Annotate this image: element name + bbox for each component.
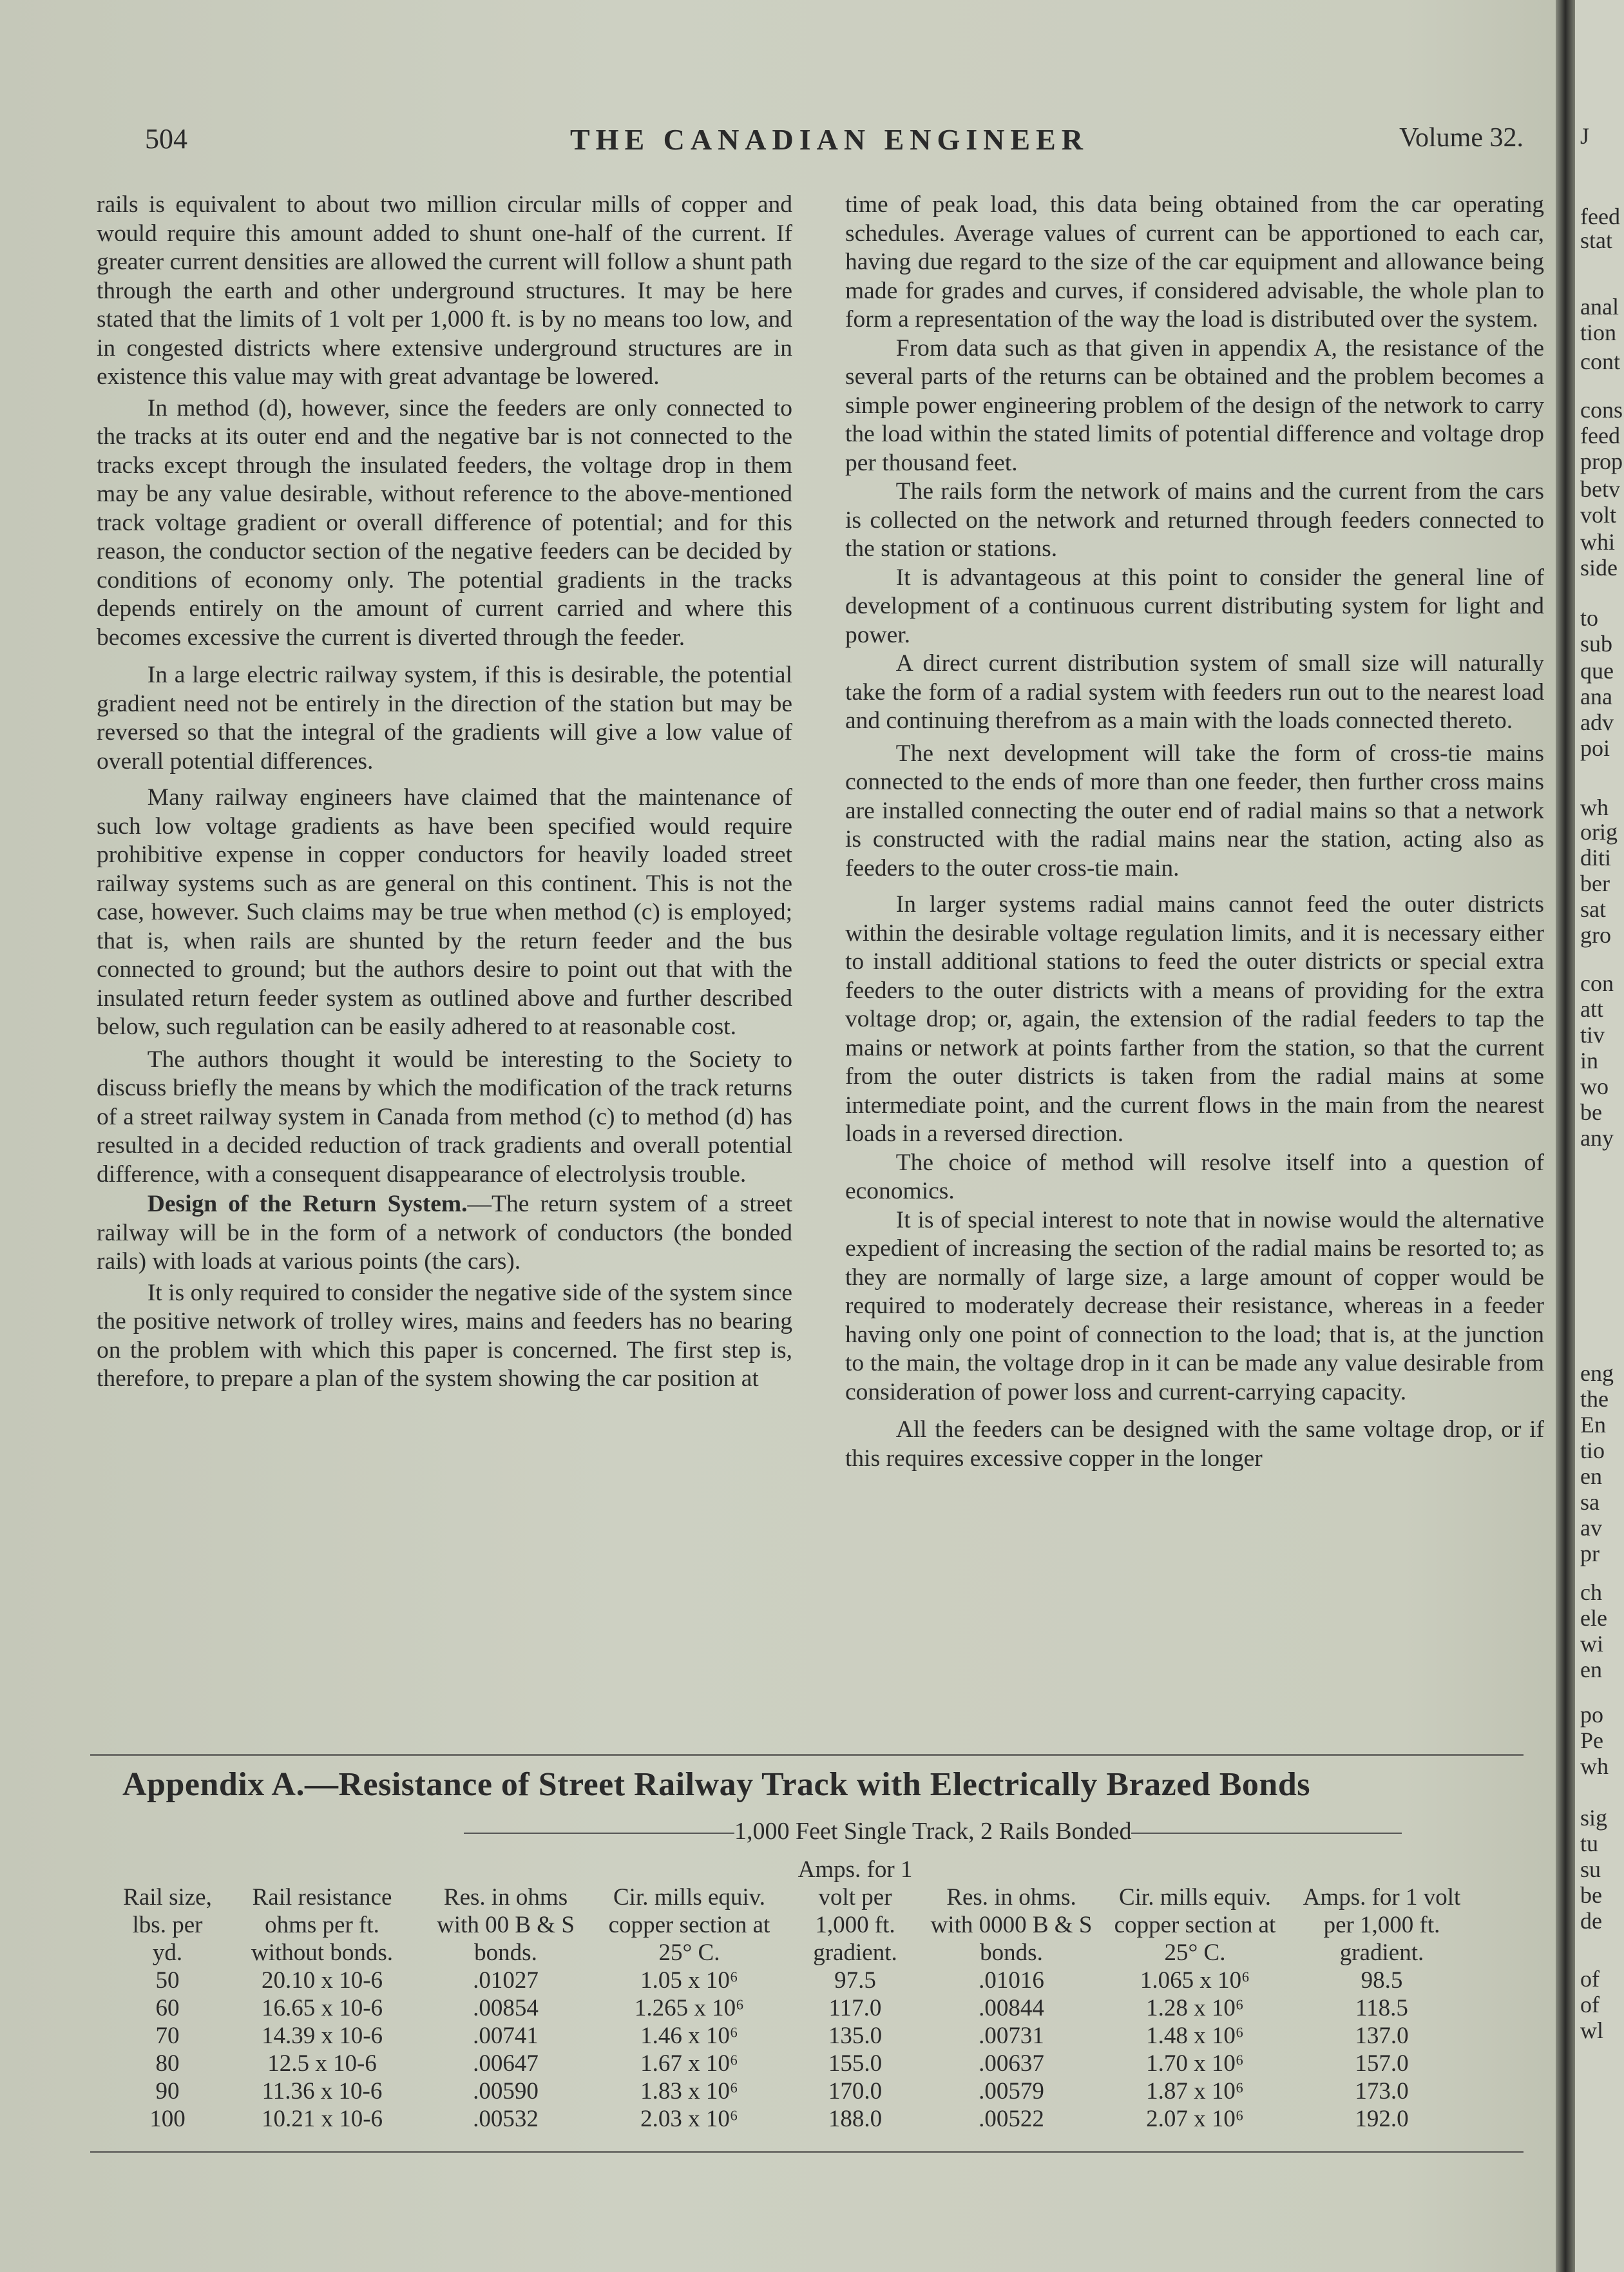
adjacent-page-fragment: of [1580, 1966, 1600, 1992]
adjacent-page-fragment: wh [1580, 1753, 1609, 1779]
adjacent-page-fragment: J [1580, 123, 1590, 149]
table-cell: 157.0 [1355, 2050, 1409, 2077]
adjacent-page-fragment: en [1580, 1657, 1602, 1682]
adjacent-page-fragment: sat [1580, 896, 1606, 922]
table-cell: 170.0 [828, 2078, 883, 2104]
table-cell: 118.5 [1355, 1995, 1408, 2021]
section-heading: Design of the Return System. [147, 1191, 468, 1217]
table-cell: 2.07 x 10⁶ [1146, 2106, 1244, 2132]
rule-left [464, 1833, 734, 1834]
adjacent-page-fragment: que [1580, 658, 1614, 684]
paragraph: The authors thought it would be interesting to the Society to discuss briefly the means by which the modification of the track returns of a street railway system in Canada from method (c) to method (d) has resulted in a decided reduction of track gradients and overall potential difference, with a consequent disappearance of electrolysis trouble. [97, 1046, 792, 1188]
adjacent-page-fragment: ber [1580, 871, 1610, 896]
table-cell: 12.5 x 10-6 [267, 2050, 377, 2077]
table-header-row [113, 1856, 1475, 1967]
table-cell: .00522 [979, 2106, 1044, 2132]
table-row [113, 1994, 1475, 2022]
table-cell: 20.10 x 10-6 [261, 1967, 383, 1994]
column-header: Amps. for 1 volt per 1,000 ft. gradient. [798, 1856, 913, 1966]
table-cell: 60 [155, 1995, 180, 2021]
table-cell: 1.48 x 10⁶ [1146, 2023, 1244, 2049]
paragraph: The next development will take the form of cross-tie mains connected to the ends of more than one feeder, then further cross mains are installed connecting the outer end of radial mains so that a network is constructed with the radial mains near the station, acting also as feeders to the outer cross-tie main. [845, 740, 1544, 881]
adjacent-page-fragment: po [1580, 1702, 1603, 1728]
adjacent-page-fragment: wh [1580, 794, 1609, 820]
table-cell: .00741 [473, 2023, 539, 2049]
volume-label: Volume 32. [1399, 123, 1524, 153]
adjacent-page-fragment: Pe [1580, 1728, 1603, 1753]
adjacent-page-fragment: stat [1580, 227, 1612, 253]
table-cell: 135.0 [828, 2023, 883, 2049]
adjacent-page-fragment: wo [1580, 1073, 1609, 1099]
adjacent-page-fragment: de [1580, 1908, 1602, 1934]
adjacent-page-fragment: side [1580, 555, 1618, 581]
adjacent-page-fragment: en [1580, 1463, 1602, 1489]
adjacent-page-fragment: sig [1580, 1805, 1608, 1831]
table-cell: 100 [149, 2106, 186, 2132]
column-header: Cir. mills equiv. copper section at 25° C. [1114, 1884, 1276, 1966]
table-cell: 50 [155, 1967, 180, 1994]
paragraph: It is advantageous at this point to consider the general line of development of a continuous current distributing system for light and power. [845, 564, 1544, 648]
table-cell: 1.28 x 10⁶ [1146, 1995, 1244, 2021]
table-cell: 11.36 x 10-6 [262, 2078, 383, 2104]
adjacent-page-fragment: of [1580, 1992, 1600, 2017]
table-cell: 192.0 [1355, 2106, 1409, 2132]
table-cell: 14.39 x 10-6 [261, 2023, 383, 2049]
table-cell: 1.05 x 10⁶ [640, 1967, 738, 1994]
table-cell: 137.0 [1355, 2023, 1409, 2049]
table-cell: 16.65 x 10-6 [261, 1995, 383, 2021]
table-cell: 2.03 x 10⁶ [640, 2106, 738, 2132]
appendix-subtitle [464, 1817, 1495, 1845]
adjacent-page-fragment: be [1580, 1882, 1602, 1908]
adjacent-page-fragment: sub [1580, 631, 1613, 657]
table-row [113, 2022, 1475, 2050]
adjacent-page-fragment: cont [1580, 349, 1620, 374]
adjacent-page-fragment: att [1580, 996, 1603, 1022]
adjacent-page-fragment: whi [1580, 529, 1615, 555]
adjacent-page-fragment: tion [1580, 320, 1617, 345]
column-header: Rail size, lbs. per yd. [123, 1884, 212, 1966]
adjacent-page-fragment: to [1580, 605, 1599, 631]
table-cell: .00637 [979, 2050, 1044, 2077]
adjacent-page-fragment: tio [1580, 1438, 1605, 1463]
journal-title: THE CANADIAN ENGINEER [570, 123, 1089, 156]
adjacent-page-fragment: prop [1580, 448, 1623, 474]
column-header: Res. in ohms. with 0000 B & S bonds. [930, 1884, 1093, 1966]
paragraph: The choice of method will resolve itself into a question of economics. [845, 1149, 1544, 1204]
table-cell: 1.46 x 10⁶ [640, 2023, 738, 2049]
adjacent-page-fragment: En [1580, 1412, 1606, 1438]
adjacent-page-fragment: betv [1580, 476, 1620, 502]
paragraph: In a large electric railway system, if this is desirable, the potential gradient need not be entirely in the direction of the station but may be reversed so that the integral of the gradients will give a low value of overall potential differences. [97, 662, 792, 775]
table-cell: 90 [155, 2078, 180, 2104]
adjacent-page-fragment: eng [1580, 1360, 1614, 1386]
adjacent-page-fragment: poi [1580, 735, 1610, 761]
table-body [113, 1967, 1475, 2133]
adjacent-page-fragment: tiv [1580, 1022, 1605, 1048]
section-paragraph [97, 1190, 792, 1276]
table-cell: .00579 [979, 2078, 1044, 2104]
adjacent-page-fragment: ele [1580, 1605, 1607, 1631]
table-row [113, 2105, 1475, 2133]
adjacent-page-fragment: feed [1580, 204, 1620, 229]
adjacent-page-fragment: sa [1580, 1489, 1600, 1515]
adjacent-page-fragment: feed [1580, 423, 1620, 448]
paragraph: time of peak load, this data being obtained from the car operating schedules. Average values of current can be apportioned to each car, having due regard to the size of the car equipment and allowance being made for grades and curves, if considered advisable, the whole plan to form a representation of the way the load is distributed over the system. [845, 191, 1544, 332]
adjacent-page-fragment: con [1580, 970, 1614, 996]
table-cell: 10.21 x 10-6 [261, 2106, 383, 2132]
table-cell: 70 [155, 2023, 180, 2049]
adjacent-page-fragment: orig [1580, 819, 1618, 845]
table-cell: 98.5 [1361, 1967, 1403, 1994]
table-row [113, 2077, 1475, 2105]
appendix-rule-top [90, 1754, 1524, 1756]
adjacent-page-fragment: su [1580, 1856, 1601, 1882]
paragraph: All the feeders can be designed with the same voltage drop, or if this requires excessive copper in the longer [845, 1416, 1544, 1472]
paragraph: It is of special interest to note that in nowise would the alternative expedient of increasing the section of the radial mains be resorted to; as they are normally of large size, a large amount of copper would be required to moderately decrease their resistance, whereas in a feeder having only one point of connection to the load; that is, at the junction to the main, the voltage drop in it can be made any value desirable from consideration of power loss and current-carrying capacity. [845, 1206, 1544, 1405]
table-cell: 117.0 [828, 1995, 882, 2021]
table-row [113, 1967, 1475, 1994]
column-header: Amps. for 1 volt per 1,000 ft. gradient. [1303, 1884, 1461, 1966]
table-cell: 80 [155, 2050, 180, 2077]
adjacent-page-fragment: pr [1580, 1541, 1600, 1566]
adjacent-page-fragment: any [1580, 1125, 1614, 1151]
text-column-left [97, 191, 792, 1394]
adjacent-page-fragment: volt [1580, 502, 1617, 528]
appendix-rule-bottom [90, 2151, 1524, 2153]
table-cell: 1.065 x 10⁶ [1140, 1967, 1250, 1994]
table-cell: 173.0 [1355, 2078, 1409, 2104]
adjacent-page-fragment: adv [1580, 709, 1614, 735]
table-cell: .00854 [473, 1995, 539, 2021]
page-number: 504 [145, 123, 187, 155]
adjacent-page-fragment: wl [1580, 2017, 1603, 2043]
rule-right [1131, 1833, 1402, 1834]
table-cell: .00590 [473, 2078, 539, 2104]
paragraph: In method (d), however, since the feeders are only connected to the tracks at its outer end and the negative bar is not connected to the tracks except through the insulated feeders, the voltage drop in them may be any value desirable, without reference to the above-mentioned track voltage gradient or overall difference of potential; and for this reason, the conductor section of the negative feeders can be decided by conditions of economy only. The potential gradients in the tracks depends entirely on the amount of current carried and where this becomes excessive the current is diverted through the feeder. [97, 394, 792, 651]
paragraph: It is only required to consider the negative side of the system since the positive network of trolley wires, mains and feeders has no bearing on the problem with which this paper is concerned. The first step is, therefore, to prepare a plan of the system showing the car position at [97, 1279, 792, 1392]
adjacent-page-fragment: tu [1580, 1831, 1599, 1856]
column-header: Rail resistance ohms per ft. without bonds. [251, 1884, 393, 1966]
table-row [113, 2050, 1475, 2077]
adjacent-page-fragment: anal [1580, 294, 1619, 320]
table-cell: 1.83 x 10⁶ [640, 2078, 738, 2104]
table-cell: 1.265 x 10⁶ [634, 1995, 745, 2021]
table-cell: 1.67 x 10⁶ [640, 2050, 738, 2077]
table-cell: .01016 [979, 1967, 1044, 1994]
table-cell: 97.5 [834, 1967, 876, 1994]
table-cell: 1.87 x 10⁶ [1146, 2078, 1244, 2104]
table-cell: 188.0 [828, 2106, 883, 2132]
adjacent-page-fragment: cons [1580, 397, 1623, 423]
text-column-right [845, 191, 1544, 1473]
adjacent-page-fragment: ch [1580, 1579, 1602, 1605]
section-text: —The return system of a street railway will be in the form of a network of conductors (the bonded rails) with loads at various points (the cars). [97, 1191, 792, 1275]
adjacent-page-fragment: ana [1580, 684, 1612, 709]
adjacent-page-fragment: in [1580, 1048, 1599, 1073]
table-cell: .00844 [979, 1995, 1044, 2021]
appendix-subtitle-text: 1,000 Feet Single Track, 2 Rails Bonded [734, 1818, 1132, 1845]
paragraph: Many railway engineers have claimed that the maintenance of such low voltage gradients as have been specified would require prohibitive expense in copper conductors for heavily loaded street railway systems such as are general on this continent. This is not the case, however. Such claims may be true when method (c) is employed; that is, when rails are shunted by the return feeder and the bus connected to ground; but the authors desire to point out that with the insulated return feeder system as outlined above and further described below, such regulation can be easily adhered to at reasonable cost. [97, 784, 792, 1040]
paragraph: The rails form the network of mains and the current from the cars is collected on the network and returned through feeders connected to the station or stations. [845, 478, 1544, 562]
table-cell: 155.0 [828, 2050, 883, 2077]
column-header: Res. in ohms with 00 B & S bonds. [437, 1884, 575, 1966]
adjacent-page-fragment: av [1580, 1515, 1602, 1541]
appendix-title: Appendix A.—Resistance of Street Railway Track with Electrically Brazed Bonds [122, 1766, 1310, 1803]
page-header [145, 122, 1524, 161]
table-cell: .00532 [473, 2106, 539, 2132]
table-cell: .00731 [979, 2023, 1044, 2049]
adjacent-page-edge [1575, 0, 1624, 2272]
table-cell: 1.70 x 10⁶ [1146, 2050, 1244, 2077]
paragraph: A direct current distribution system of small size will naturally take the form of a radial system with feeders run out to the nearest load and continuing therefrom as a main with the loads connected thereto. [845, 650, 1544, 734]
adjacent-page-fragment: be [1580, 1099, 1602, 1125]
table-cell: .01027 [473, 1967, 539, 1994]
adjacent-page-fragment: diti [1580, 845, 1612, 871]
resistance-table [113, 1856, 1475, 2133]
adjacent-page-fragment: wi [1580, 1631, 1603, 1657]
adjacent-page-fragment: the [1580, 1386, 1609, 1412]
paragraph: rails is equivalent to about two million circular mills of copper and would require this amount added to shunt one-half of the current. If greater current densities are allowed the current will follow a shunt path through the earth and other underground structures. It may be here stated that the limits of 1 volt per 1,000 ft. is by no means too low, and in congested districts where extensive underground structures are in existence this value may with great advantage be lowered. [97, 191, 792, 390]
paragraph: In larger systems radial mains cannot feed the outer districts within the desirable voltage regulation limits, and it is necessary either to install additional stations to feed the outer districts or special extra feeders to the outer districts with a means of providing for the extra voltage drop; or, again, the extension of the radial feeders to tap the mains or network at points farther from the station, so that the current from the outer districts is taken from the radial mains at some intermediate point, and the current flows in the main from the nearest loads in a reversed direction. [845, 891, 1544, 1147]
book-gutter [1556, 0, 1575, 2272]
adjacent-page-fragment: gro [1580, 922, 1611, 948]
paragraph: From data such as that given in appendix A, the resistance of the several parts of the returns can be obtained and the problem becomes a simple power engineering problem of the design of the network to carry the load within the stated limits of potential difference and voltage drop per thousand feet. [845, 334, 1544, 476]
table-cell: .00647 [473, 2050, 539, 2077]
column-header: Cir. mills equiv. copper section at 25° C. [608, 1884, 770, 1966]
